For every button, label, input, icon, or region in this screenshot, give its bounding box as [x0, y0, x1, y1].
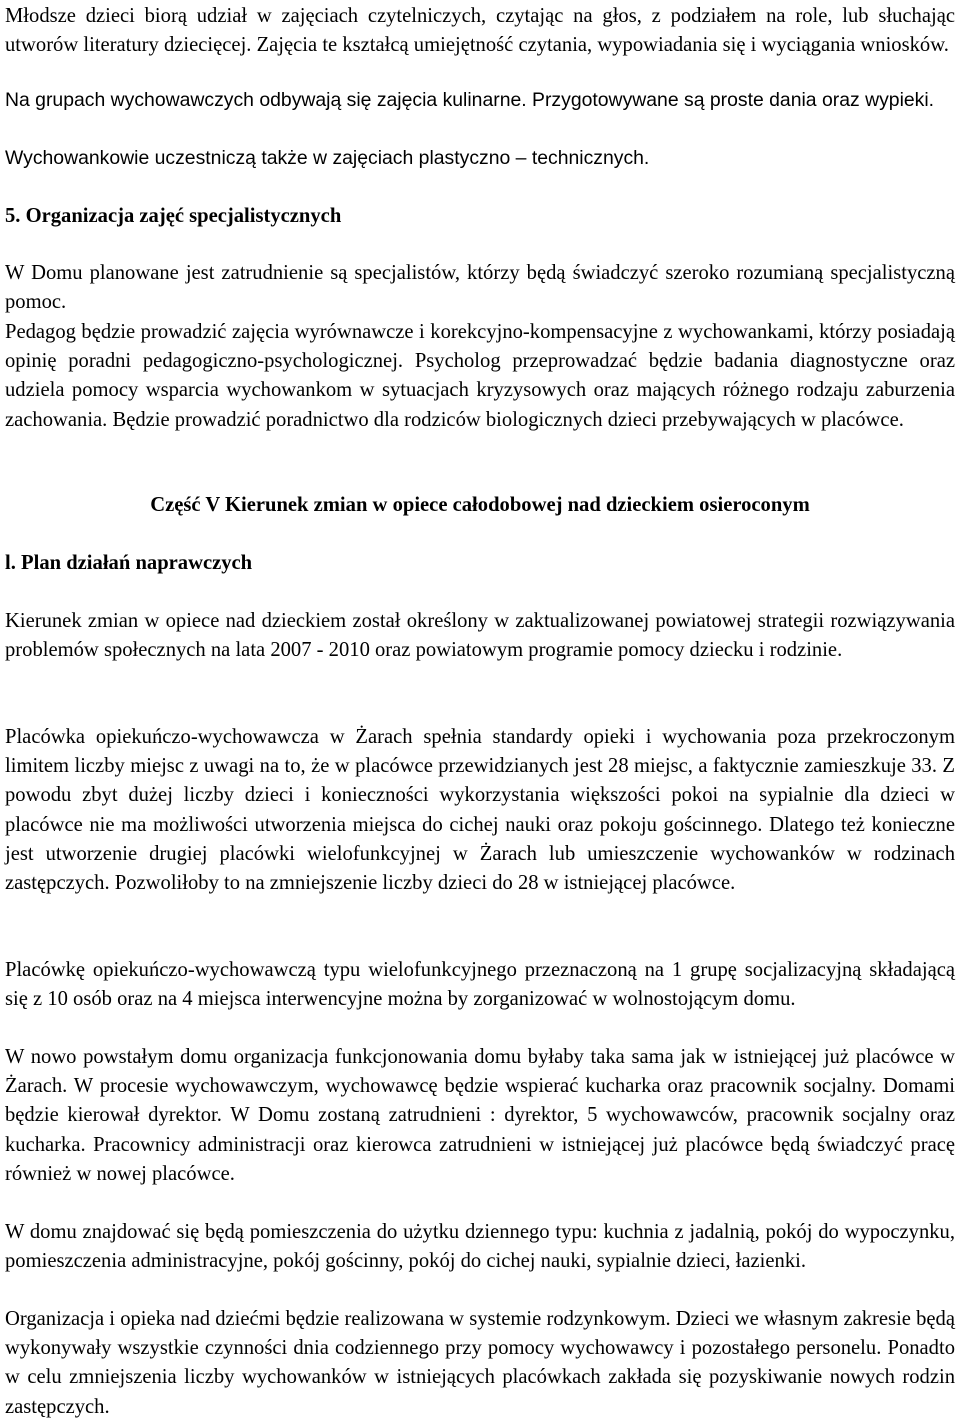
facility-standards-paragraph: Placówka opiekuńczo-wychowawcza w Żarach spełnia standardy opieki i wychowania poza przekroczonym limitem liczby miejsc z uwagi na to, że w placówce przewidzianych jest 28 miejsc, a faktycznie zamieszkuje 33. Z powodu zbyt dużej liczby dzieci i konieczności wykorzystania większości pokoi na sypialnie dla dzieci w placówce nie ma możliwości utworzenia miejsca do cichej nauki oraz pokoju gościnnego. Dlatego też konieczne jest utworzenie drugiej placówki wielofunkcyjnej w Żarach lub umieszczenie wychowanków w rodzinach zastępczych. Pozwoliłoby to na zmniejszenie liczby dzieci do 28 w istniejącej placówce.: [5, 726, 955, 895]
specialists-employment-paragraph: W Domu planowane jest zatrudnienie są specjalistów, którzy będą świadczyć szeroko rozumianą specjalistyczną pomoc.: [5, 262, 955, 314]
reading-activities-paragraph: Młodsze dzieci biorą udział w zajęciach czytelniczych, czytając na głos, z podziałem na role, lub słuchając utworów literatury dziecięcej. Zajęcia te kształcą umiejętność czytania, wypowiadania się i wyciągania wniosków.: [5, 5, 955, 57]
cooking-activities-paragraph: Na grupach wychowawczych odbywają się zajęcia kulinarne. Przygotowywane są proste dania oraz wypieki.: [5, 89, 935, 111]
care-organization-paragraph: Organizacja i opieka nad dziećmi będzie realizowana w systemie rodzynkowym. Dzieci we własnym zakresie będą wykonywały wszystkie czynności dnia codziennego przy pomocy wychowawcy i pozostałego personelu. Ponadto w celu zmniejszenia liczby wychowanków w istniejących placówkach zakłada się pozyskiwanie nowych rodzin zastępczych.: [5, 1308, 955, 1418]
part-5-title: Część V Kierunek zmian w opiece całodobowej nad dzieckiem osieroconym: [150, 494, 810, 516]
strategy-paragraph: Kierunek zmian w opiece nad dzieckiem został określony w zaktualizowanej powiatowej strategii rozwiązywania problemów społecznych na lata 2007 - 2010 oraz powiatowym programie pomocy dziecku i rodzinie.: [5, 610, 955, 662]
art-activities-paragraph: Wychowankowie uczestniczą także w zajęciach plastyczno – technicznych.: [5, 147, 650, 169]
action-plan-subheading: l. Plan działań naprawczych: [5, 552, 253, 574]
rooms-paragraph: W domu znajdować się będą pomieszczenia do użytku dziennego typu: kuchnia z jadalnią, pokój do wypoczynku, pomieszczenia administracyjne, pokój gościnny, pokój do cichej nauki, sypialnie dzieci, łazienki.: [5, 1221, 955, 1273]
new-facility-paragraph: Placówkę opiekuńczo-wychowawczą typu wielofunkcyjnego przeznaczoną na 1 grupę socjalizacyjną składającą się z 10 osób oraz na 4 miejsca interwencyjne można by zorganizować w wolnostojącym domu.: [5, 959, 955, 1011]
section-5-heading: 5. Organizacja zajęć specjalistycznych: [5, 205, 342, 227]
pedagog-psycholog-paragraph: Pedagog będzie prowadzić zajęcia wyrównawcze i korekcyjno-kompensacyjne z wychowankami, którzy posiadają opinię poradni pedagogiczno-psychologicznej. Psycholog przeprowadzać będzie badania diagnostyczne oraz udziela pomocy wsparcia wychowankom w sytuacjach kryzysowych oraz mających różnego rodzaju zaburzenia zachowania. Będzie prowadzić poradnictwo dla rodziców biologicznych dzieci przebywających w placówce.: [5, 321, 955, 431]
staff-organization-paragraph: W nowo powstałym domu organizacja funkcjonowania domu byłaby taka sama jak w istniejącej już placówce w Żarach. W procesie wychowawczym, wychowawcę będzie wspierać kucharka oraz pracownik socjalny. Domami będzie kierował dyrektor. W Domu zostaną zatrudnieni : dyrektor, 5 wychowawców, pracownik socjalny oraz kucharka. Pracownicy administracji oraz kierowca zatrudnieni w istniejącej już placówce będą świadczyć pracę również w nowej placówce.: [5, 1046, 955, 1185]
